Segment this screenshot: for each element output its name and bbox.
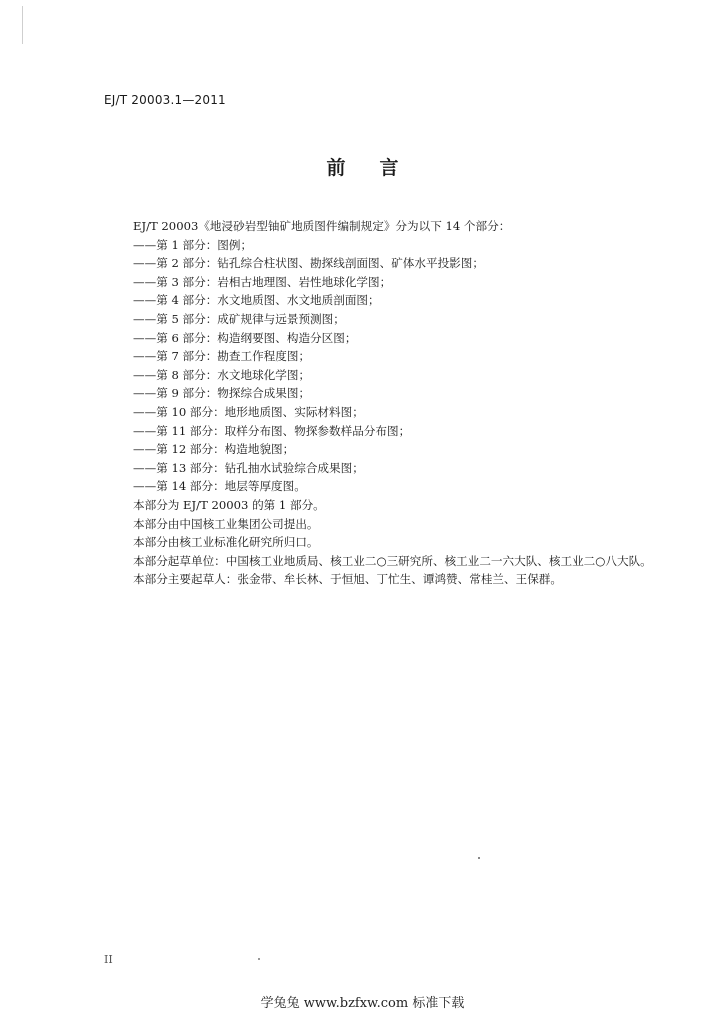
list-item: ——第 8 部分：水文地球化学图；: [133, 367, 311, 382]
list-item: ——第 2 部分：钻孔综合柱状图、勘探线剖面图、矿体水平投影图；: [133, 256, 484, 271]
list-item: ——第 13 部分：钻孔抽水试验综合成果图；: [133, 460, 364, 475]
list-item: ——第 7 部分：勘查工作程度图；: [133, 349, 311, 364]
list-item: ——第 5 部分：成矿规律与远景预测图；: [133, 311, 345, 326]
this-part-paragraph: 本部分为 EJ/T 20003 的第 1 部分。: [133, 497, 325, 512]
scan-speck: [478, 857, 480, 859]
page-number: II: [104, 953, 113, 966]
scan-speck: [258, 958, 260, 960]
section-title: [0, 153, 725, 180]
document-code: EJ/T 20003.1—2011: [104, 93, 226, 107]
managed-by-paragraph: 本部分由核工业标准化研究所归口。: [133, 535, 319, 550]
list-item: ——第 9 部分：物探综合成果图；: [133, 386, 311, 401]
list-item: ——第 10 部分：地形地质图、实际材料图；: [133, 404, 364, 419]
intro-paragraph: EJ/T 20003《地浸砂岩型铀矿地质图件编制规定》分为以下 14 个部分：: [133, 219, 511, 233]
scan-edge-mark: [22, 6, 23, 44]
drafting-units-paragraph: 本部分起草单位：中国核工业地质局、核工业二○三研究所、核工业二一六大队、核工业二○八大队。: [133, 553, 652, 568]
drafters-paragraph: 本部分主要起草人：张金带、牟长林、于恒旭、丁忙生、谭鸿赞、常桂兰、王保群。: [133, 572, 562, 587]
footer-watermark: 学兔兔 www.bzfxw.com 标准下载: [260, 996, 465, 1011]
list-item: ——第 12 部分：构造地貌图；: [133, 442, 295, 457]
list-item: ——第 11 部分：取样分布图、物探参数样品分布图；: [133, 423, 411, 438]
list-item: ——第 3 部分：岩相古地理图、岩性地球化学图；: [133, 274, 392, 289]
foreword-body: [105, 217, 705, 589]
list-item: ——第 6 部分：构造纲要图、构造分区图；: [133, 330, 357, 345]
list-item: ——第 4 部分：水文地质图、水文地质剖面图；: [133, 293, 380, 308]
title-char-2: 言: [379, 157, 399, 179]
list-item: ——第 14 部分：地层等厚度图。: [133, 479, 306, 494]
proposed-by-paragraph: 本部分由中国核工业集团公司提出。: [133, 516, 319, 531]
list-item: ——第 1 部分：图例；: [133, 237, 253, 252]
title-char-1: 前: [326, 157, 346, 179]
